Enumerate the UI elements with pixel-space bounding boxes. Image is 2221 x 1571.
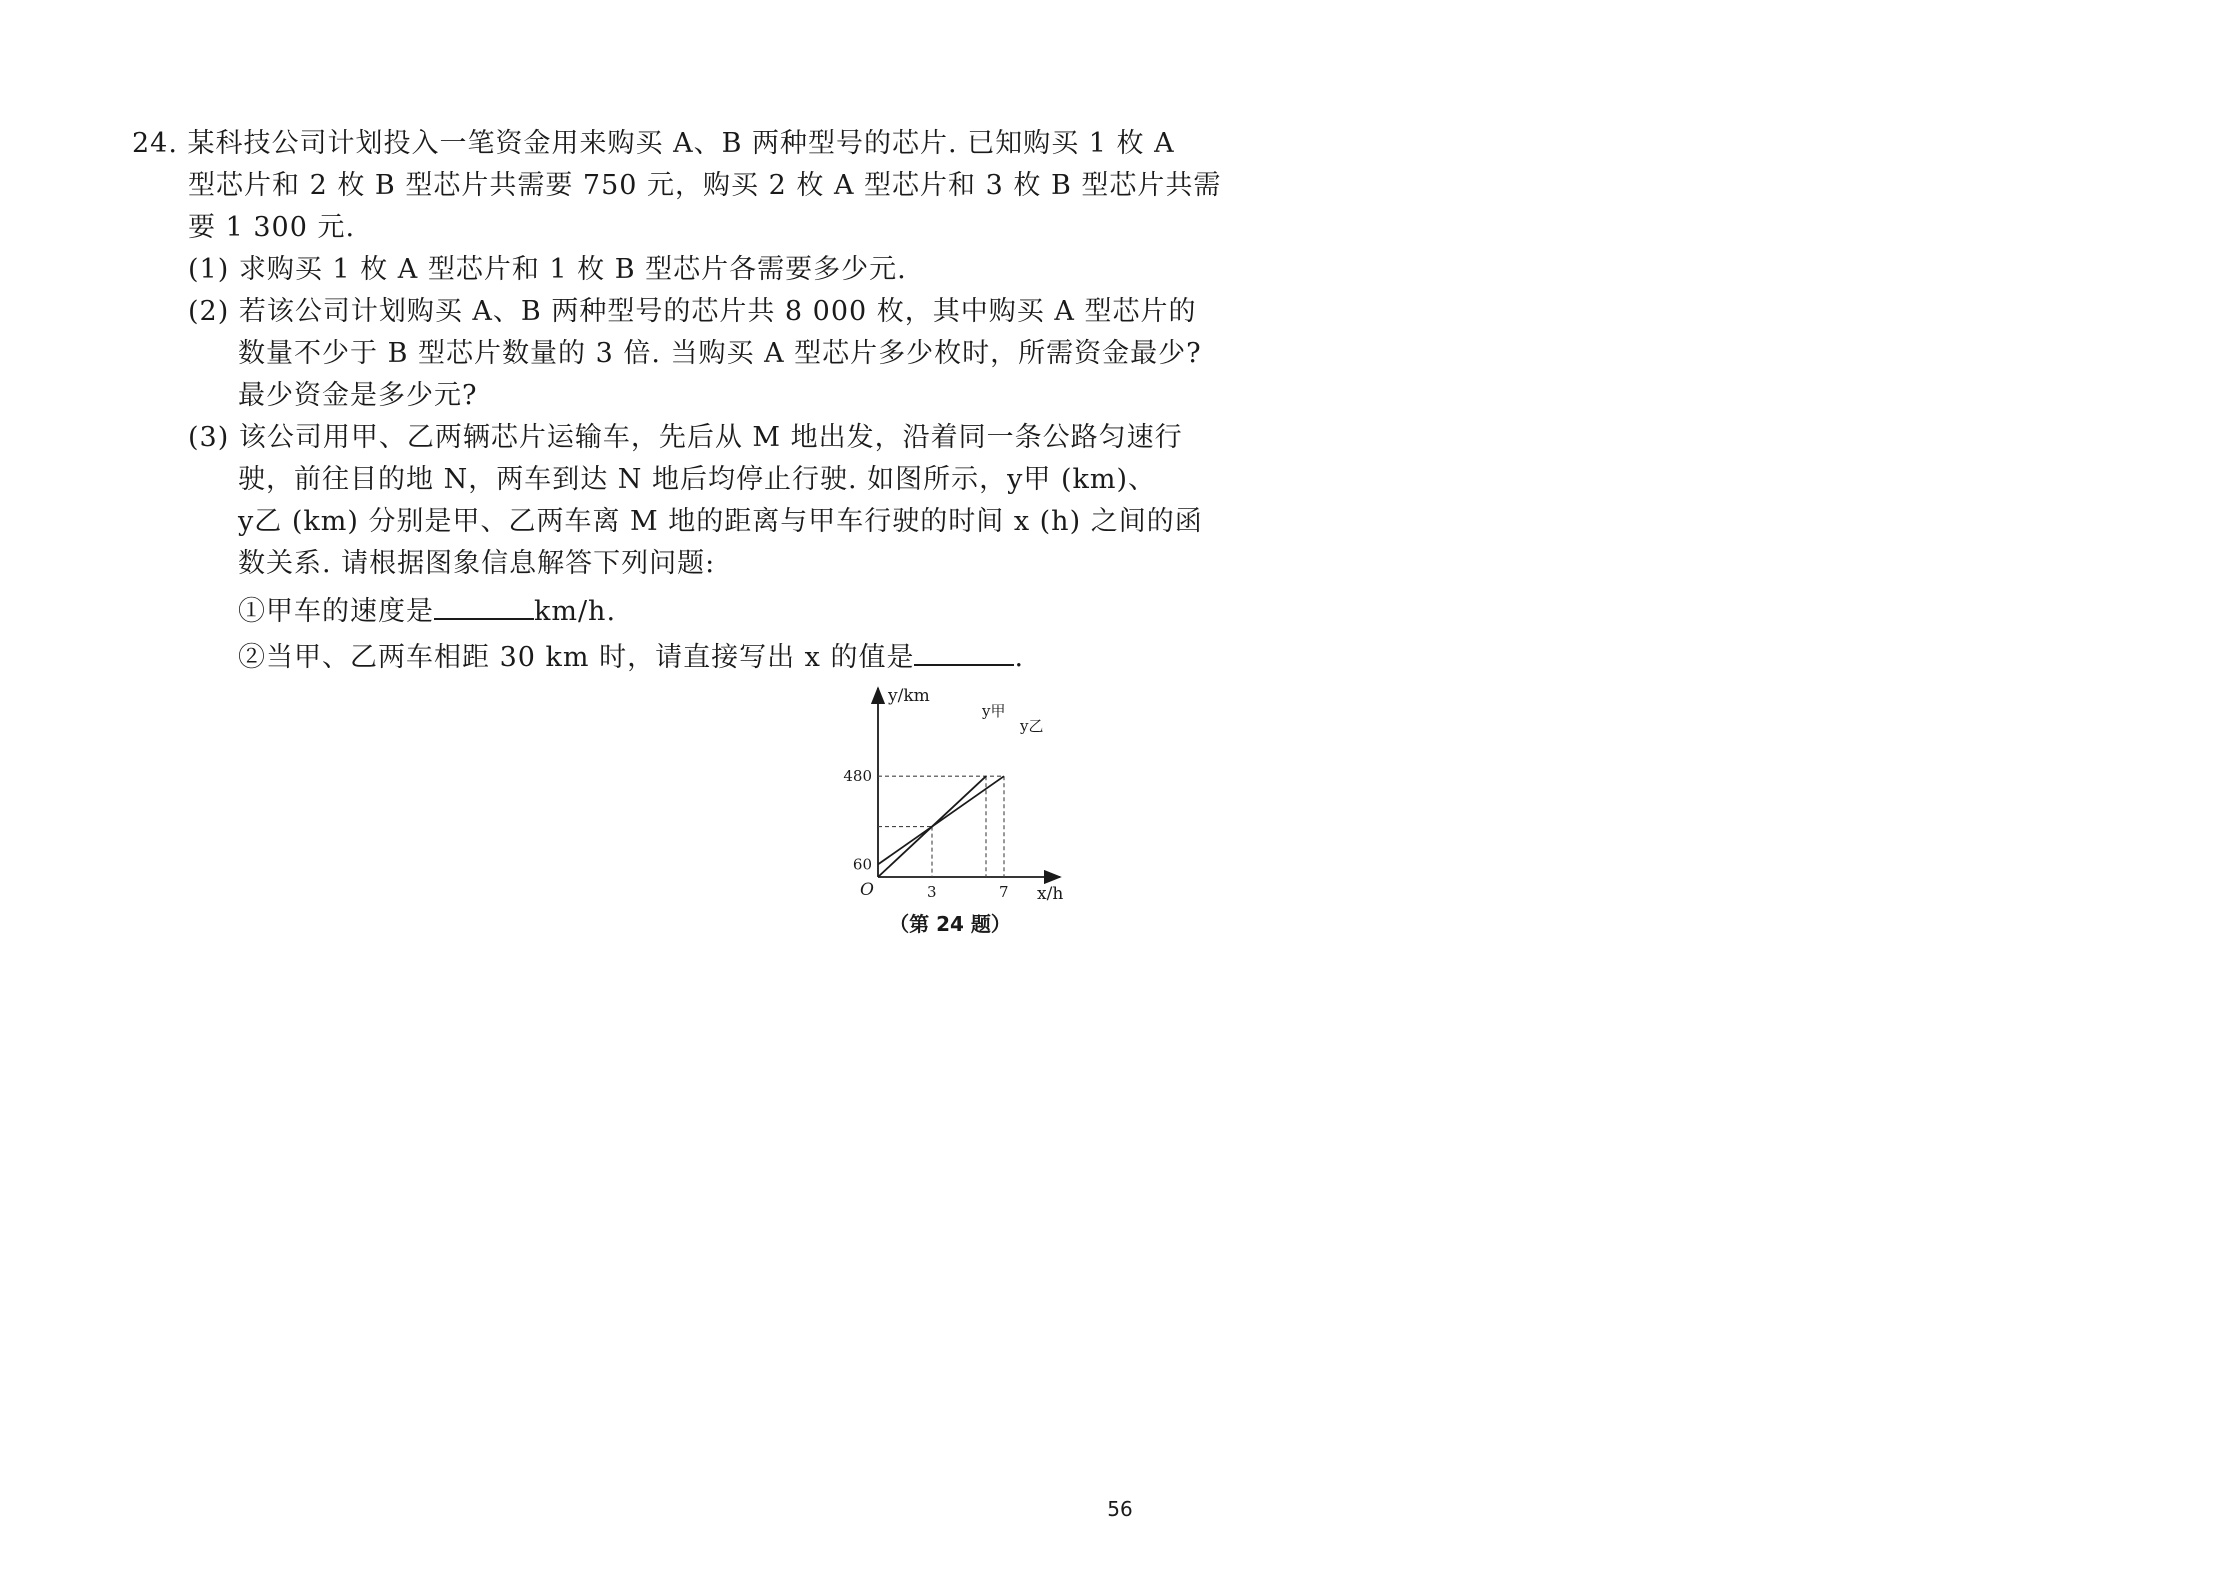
- problem-line: y乙 (km) 分别是甲、乙两车离 M 地的距离与甲车行驶的时间 x (h) 之间的函: [238, 506, 1203, 537]
- y-tick-label: 480: [843, 767, 872, 786]
- origin-label: O: [860, 880, 874, 900]
- subquestion-3: (3) 该公司用甲、乙两辆芯片运输车，先后从 M 地出发，沿着同一条公路匀速行: [188, 422, 1183, 453]
- figure-caption: （第 24 题）: [889, 912, 1011, 936]
- question-distance-suffix: .: [1014, 642, 1025, 673]
- x-axis-label: x/h: [1037, 884, 1064, 904]
- page-number: 56: [1107, 1497, 1133, 1521]
- x-tick-label: 7: [999, 883, 1009, 901]
- y-tick-label: 60: [852, 855, 872, 874]
- answer-blank-x[interactable]: [914, 636, 1014, 666]
- problem-line: 24. 某科技公司计划投入一笔资金用来购买 A、B 两种型号的芯片. 已知购买 1 枚 A: [132, 128, 1175, 159]
- guide-lines: [878, 776, 1004, 877]
- series-lines: [878, 776, 1004, 877]
- answer-blank-speed[interactable]: [434, 590, 534, 620]
- problem-line: 驶，前往目的地 N，两车到达 N 地后均停止行驶. 如图所示，y甲 (km)、: [238, 464, 1157, 495]
- problem-line: 型芯片和 2 枚 B 型芯片共需要 750 元，购买 2 枚 A 型芯片和 3 枚 B 型芯片共需: [188, 170, 1222, 201]
- problem-line: 最少资金是多少元?: [238, 380, 478, 411]
- series-yi-label: y乙: [1020, 717, 1044, 735]
- problem-line: 要 1 300 元.: [188, 212, 356, 243]
- question-distance-prefix: ②当甲、乙两车相距 30 km 时，请直接写出 x 的值是: [238, 642, 915, 673]
- subquestion-2: (2) 若该公司计划购买 A、B 两种型号的芯片共 8 000 枚，其中购买 A 型芯片的: [188, 296, 1197, 327]
- graph-svg: [830, 680, 1090, 910]
- y-axis-label: y/km: [888, 686, 930, 706]
- series-yi-line: [878, 776, 1004, 864]
- series-jia-label: y甲: [982, 702, 1006, 720]
- question-speed-prefix: ①甲车的速度是: [238, 596, 434, 627]
- question-distance: [238, 636, 1024, 678]
- question-speed: [238, 590, 616, 632]
- question-speed-suffix: km/h.: [534, 596, 617, 627]
- problem-line: 数关系. 请根据图象信息解答下列问题:: [238, 548, 716, 579]
- x-tick-label: 3: [927, 883, 937, 901]
- problem-line: 数量不少于 B 型芯片数量的 3 倍. 当购买 A 型芯片多少枚时，所需资金最少?: [238, 338, 1202, 369]
- subquestion-1: (1) 求购买 1 枚 A 型芯片和 1 枚 B 型芯片各需要多少元.: [188, 254, 907, 285]
